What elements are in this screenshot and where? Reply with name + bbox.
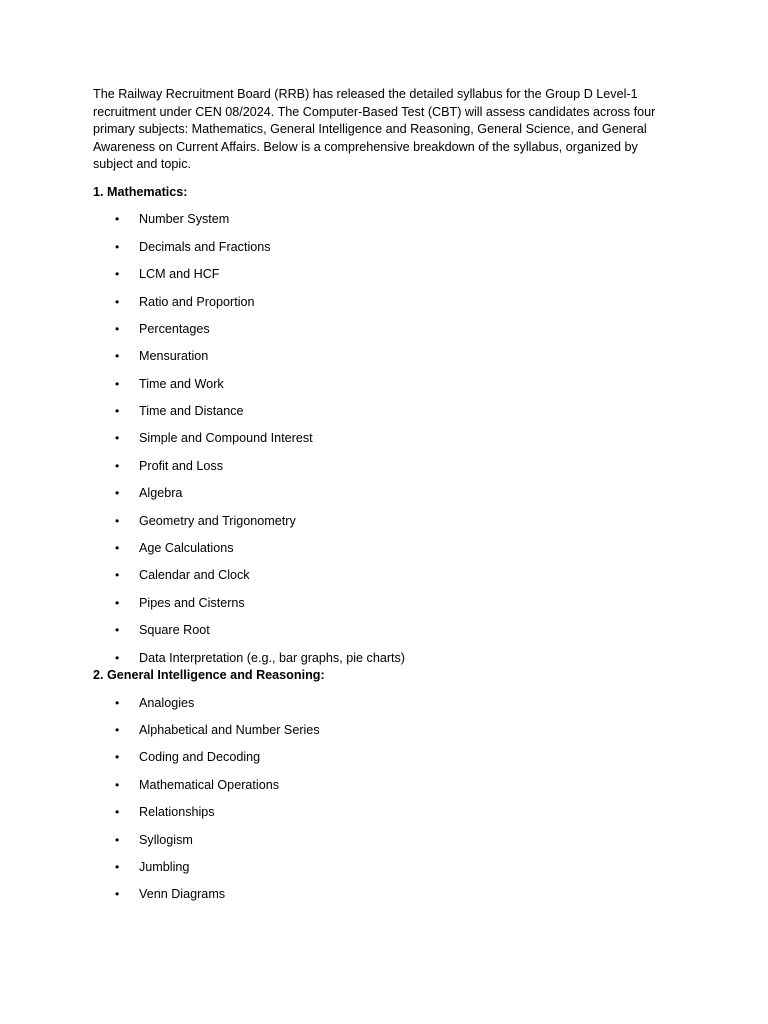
bullet-icon: • xyxy=(115,404,120,419)
list-item xyxy=(93,393,673,420)
bullet-icon: • xyxy=(115,887,120,902)
list-item-text: Relationships xyxy=(139,805,215,820)
list-item-text: Age Calculations xyxy=(139,541,234,556)
list-item-text: Pipes and Cisterns xyxy=(139,595,245,610)
list-item-text: Algebra xyxy=(139,486,183,501)
document-page xyxy=(93,86,673,904)
list-item-text: Analogies xyxy=(139,695,195,710)
bullet-icon: • xyxy=(115,832,120,847)
list-item xyxy=(93,202,673,229)
list-item-text: Venn Diagrams xyxy=(139,887,226,902)
intro-paragraph: The Railway Recruitment Board (RRB) has released the detailed syllabus for the Group D Level-1 recruitment under CEN 08/2024. The Computer-Based Test (CBT) will assess candidates across four primary subjects: Mathematics, General Intelligence and Reasoning, General Science, and General Awareness on Current Affairs. Below is a comprehensive breakdown of the syllabus, organized by subject and topic. xyxy=(93,87,656,172)
list-item-text: Mensuration xyxy=(139,349,209,364)
bullet-icon: • xyxy=(115,349,120,364)
section-reasoning xyxy=(93,667,673,904)
list-item xyxy=(93,475,673,502)
list-item-text: Time and Work xyxy=(139,376,224,391)
list-item xyxy=(93,448,673,475)
list-item-text: Coding and Decoding xyxy=(139,750,261,765)
list-item xyxy=(93,767,673,794)
topic-list xyxy=(93,685,673,904)
list-item xyxy=(93,339,673,366)
list-item xyxy=(93,229,673,256)
list-item xyxy=(93,612,673,639)
bullet-icon: • xyxy=(115,595,120,610)
bullet-icon: • xyxy=(115,431,120,446)
bullet-icon: • xyxy=(115,805,120,820)
list-item-text: Data Interpretation (e.g., bar graphs, pie charts) xyxy=(139,650,406,665)
section-heading: 2. General Intelligence and Reasoning: xyxy=(93,668,325,683)
list-item-text: Decimals and Fractions xyxy=(139,239,271,254)
bullet-icon: • xyxy=(115,623,120,638)
list-item-text: Jumbling xyxy=(139,859,190,874)
list-item xyxy=(93,794,673,821)
list-item-text: Geometry and Trigonometry xyxy=(139,513,296,528)
list-item xyxy=(93,311,673,338)
bullet-icon: • xyxy=(115,650,120,665)
list-item xyxy=(93,877,673,904)
list-item xyxy=(93,740,673,767)
list-item xyxy=(93,640,673,667)
list-item-text: Alphabetical and Number Series xyxy=(139,722,320,737)
list-item-text: Syllogism xyxy=(139,832,193,847)
list-item xyxy=(93,585,673,612)
list-item-text: Time and Distance xyxy=(139,404,244,419)
bullet-icon: • xyxy=(115,267,120,282)
list-item xyxy=(93,366,673,393)
bullet-icon: • xyxy=(115,376,120,391)
bullet-icon: • xyxy=(115,212,120,227)
list-item xyxy=(93,256,673,283)
topic-list xyxy=(93,202,673,668)
list-item xyxy=(93,503,673,530)
bullet-icon: • xyxy=(115,513,120,528)
bullet-icon: • xyxy=(115,859,120,874)
list-item-text: Square Root xyxy=(139,623,210,638)
list-item-text: Ratio and Proportion xyxy=(139,294,255,309)
list-item xyxy=(93,558,673,585)
bullet-icon: • xyxy=(115,321,120,336)
bullet-icon: • xyxy=(115,486,120,501)
list-item-text: Calendar and Clock xyxy=(139,568,250,583)
list-item xyxy=(93,712,673,739)
bullet-icon: • xyxy=(115,750,120,765)
bullet-icon: • xyxy=(115,294,120,309)
list-item-text: Simple and Compound Interest xyxy=(139,431,313,446)
list-item-text: Number System xyxy=(139,212,230,227)
list-item-text: Profit and Loss xyxy=(139,458,224,473)
bullet-icon: • xyxy=(115,541,120,556)
bullet-icon: • xyxy=(115,568,120,583)
list-item xyxy=(93,284,673,311)
section-heading: 1. Mathematics: xyxy=(93,184,188,199)
bullet-icon: • xyxy=(115,695,120,710)
bullet-icon: • xyxy=(115,239,120,254)
list-item xyxy=(93,685,673,712)
list-item xyxy=(93,822,673,849)
list-item-text: Mathematical Operations xyxy=(139,777,279,792)
list-item-text: Percentages xyxy=(139,321,210,336)
list-item xyxy=(93,421,673,448)
bullet-icon: • xyxy=(115,722,120,737)
list-item xyxy=(93,849,673,876)
bullet-icon: • xyxy=(115,777,120,792)
list-item-text: LCM and HCF xyxy=(139,267,220,282)
bullet-icon: • xyxy=(115,458,120,473)
list-item xyxy=(93,530,673,557)
section-mathematics xyxy=(93,184,673,667)
